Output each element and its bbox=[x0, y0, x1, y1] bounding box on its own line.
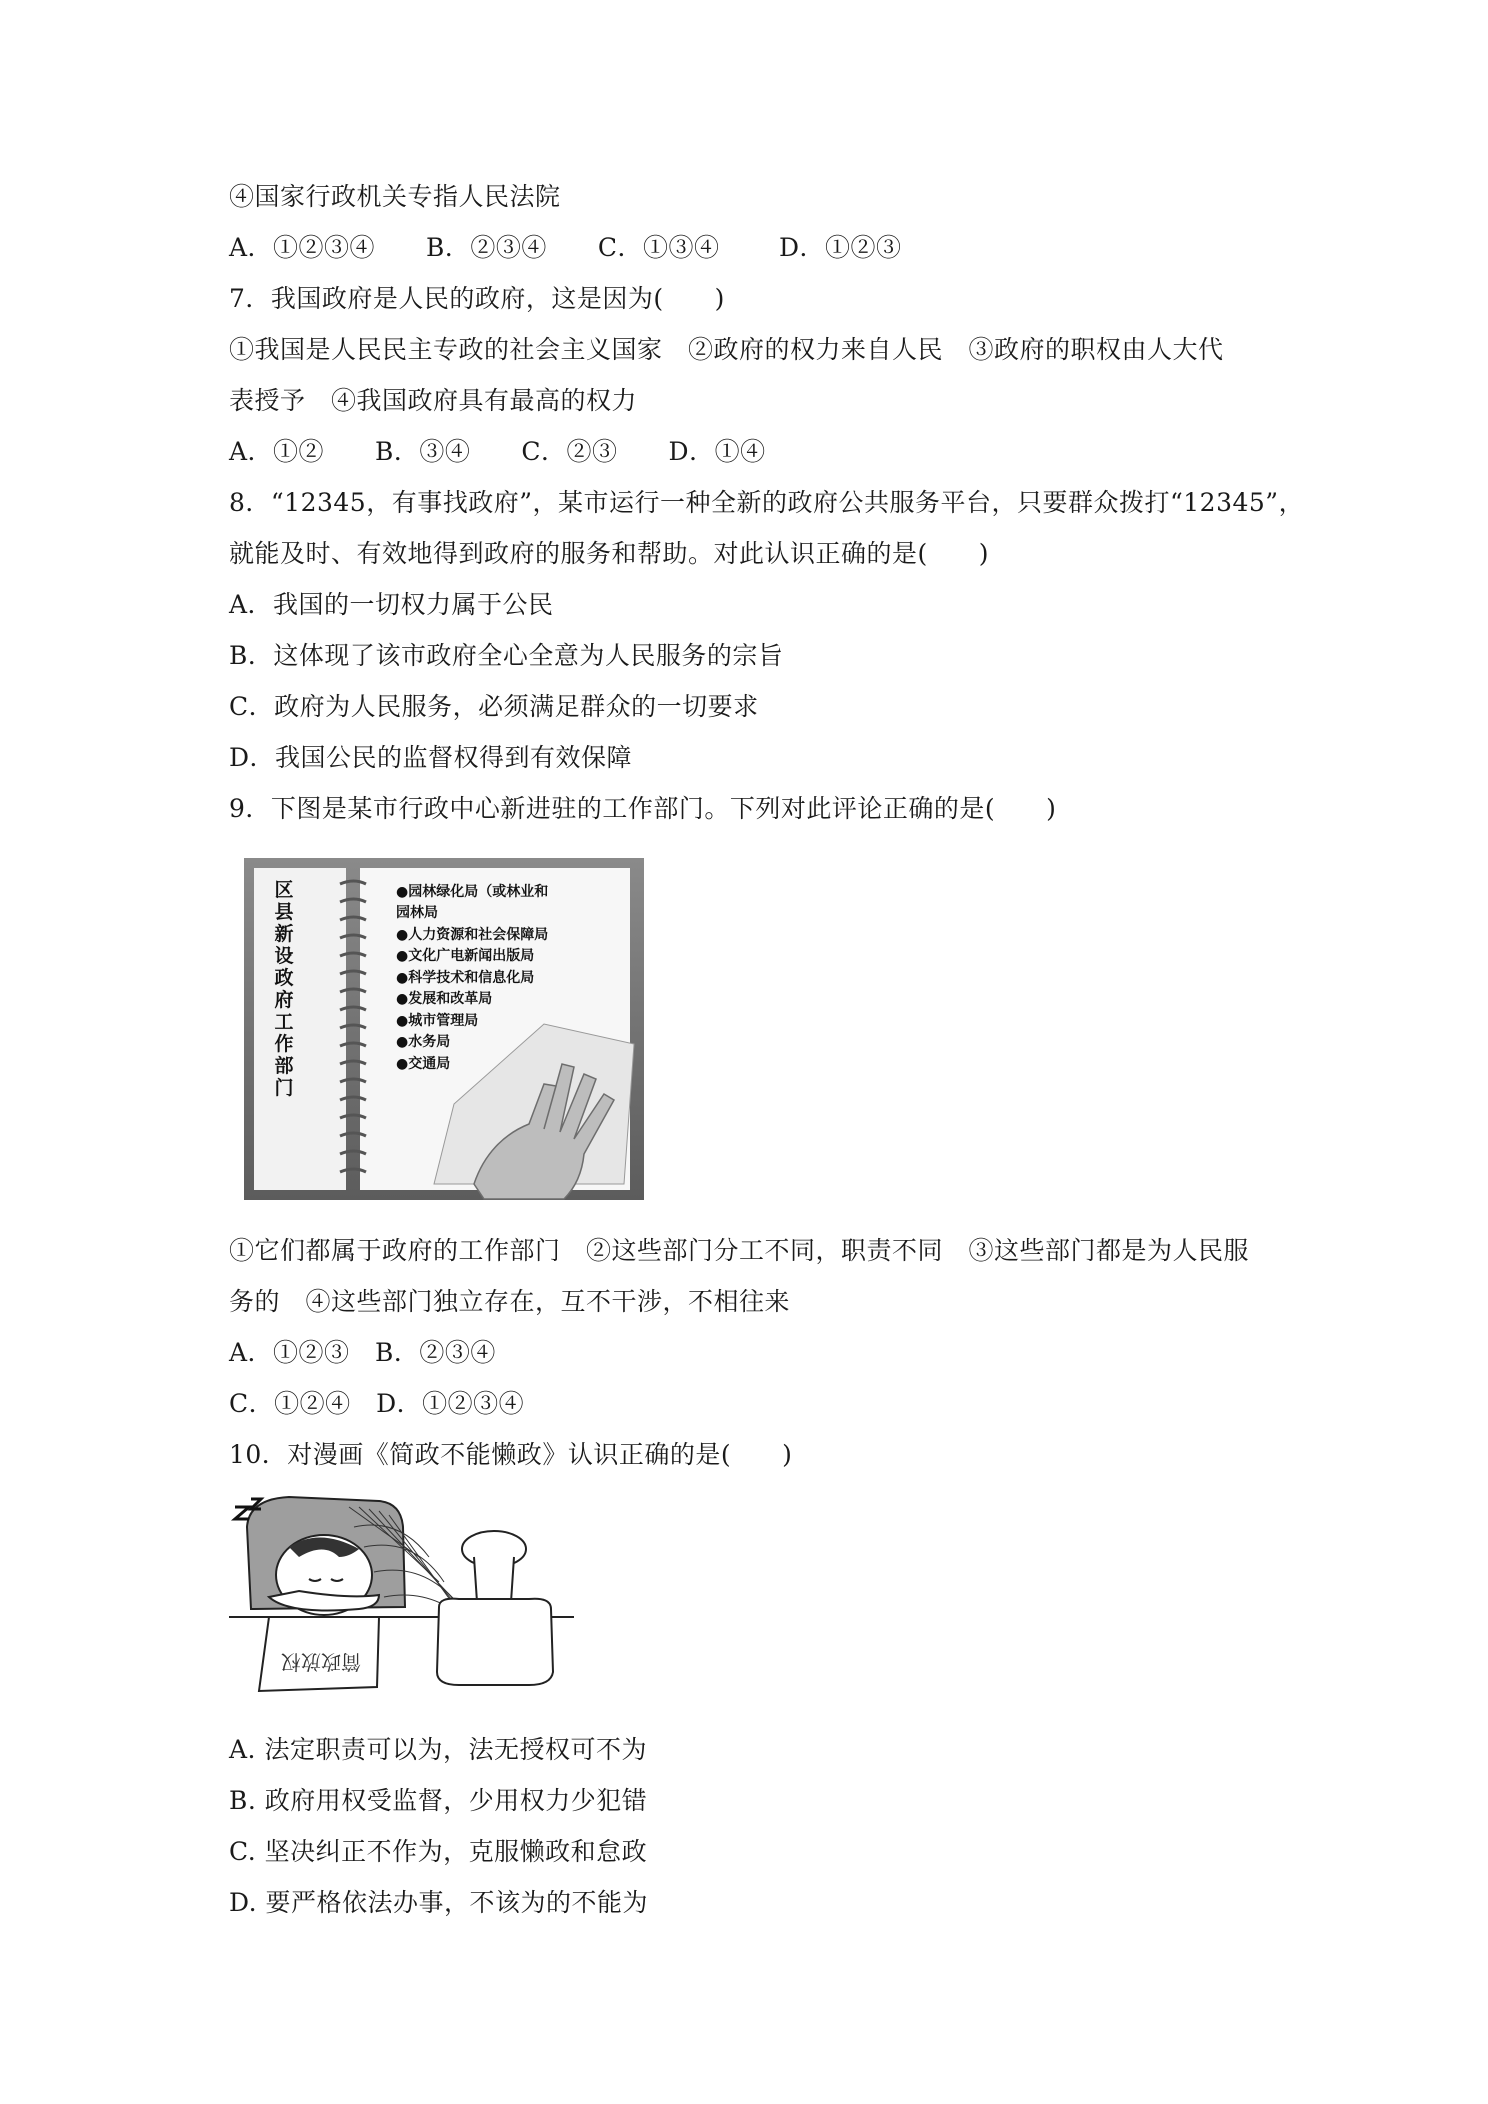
text-line: ④国家行政机关专指人民法院 bbox=[229, 182, 561, 211]
title-char: 府 bbox=[274, 989, 294, 1011]
title-char: 区 bbox=[274, 879, 294, 901]
title-char: 新 bbox=[274, 923, 294, 945]
department-item: ●人力资源和社会保障局 bbox=[396, 927, 549, 943]
title-char: 门 bbox=[274, 1077, 294, 1099]
text-line: A．我国的一切权力属于公民 bbox=[229, 590, 554, 619]
text-line: ①我国是人民民主专政的社会主义国家 ②政府的权力来自人民 ③政府的职权由人大代 bbox=[229, 335, 1224, 364]
text-line: A．①② B．③④ C．②③ D．①④ bbox=[229, 437, 766, 466]
cartoon-illustration bbox=[229, 1487, 574, 1702]
department-item: ●园林绿化局（或林业和 bbox=[396, 884, 549, 900]
department-item: ●交通局 bbox=[396, 1056, 451, 1072]
document-paper bbox=[259, 1617, 379, 1691]
figure-cartoon-lazy-governance bbox=[229, 1487, 574, 1702]
question-10: 10．对漫画《简政不能懒政》认识正确的是( ) bbox=[229, 1440, 793, 1469]
department-item: ●城市管理局 bbox=[396, 1013, 479, 1029]
figure-notebook-departments bbox=[244, 854, 652, 1204]
title-char: 作 bbox=[274, 1033, 294, 1055]
text-line: ①它们都属于政府的工作部门 ②这些部门分工不同，职责不同 ③这些部门都是为人民服 bbox=[229, 1236, 1250, 1265]
department-item: 园林局 bbox=[396, 905, 438, 921]
question-8: 8．“12345，有事找政府”，某市运行一种全新的政府公共服务平台，只要群众拨打“12345”， bbox=[229, 488, 1305, 517]
department-item: ●科学技术和信息化局 bbox=[396, 970, 535, 986]
title-char: 工 bbox=[274, 1011, 294, 1033]
text-line: 表授予 ④我国政府具有最高的权力 bbox=[229, 386, 638, 415]
title-char: 县 bbox=[274, 901, 294, 923]
text-line: A．①②③④ B．②③④ C．①③④ D．①②③ bbox=[229, 233, 902, 262]
text-line: 务的 ④这些部门独立存在，互不干涉，不相往来 bbox=[229, 1287, 791, 1316]
paper-text: 简政放权 bbox=[281, 1650, 361, 1674]
question-7: 7．我国政府是人民的政府，这是因为( ) bbox=[229, 284, 725, 313]
option-b: B. 政府用权受监督，少用权力少犯错 bbox=[229, 1786, 648, 1815]
department-item: ●发展和改革局 bbox=[396, 991, 493, 1007]
text-line: A．①②③ B．②③④ bbox=[229, 1338, 496, 1367]
department-item: ●文化广电新闻出版局 bbox=[396, 948, 535, 964]
vertical-title bbox=[274, 879, 293, 1099]
text-line: 就能及时、有效地得到政府的服务和帮助。对此认识正确的是( ) bbox=[229, 539, 990, 568]
text-line: B．这体现了该市政府全心全意为人民服务的宗旨 bbox=[229, 641, 784, 670]
option-c: C. 坚决纠正不作为，克服懒政和怠政 bbox=[229, 1837, 648, 1866]
option-d: D. 要严格依法办事，不该为的不能为 bbox=[229, 1888, 649, 1917]
text-line: D．我国公民的监督权得到有效保障 bbox=[229, 743, 633, 772]
title-char: 设 bbox=[274, 945, 294, 967]
title-char: 政 bbox=[274, 967, 294, 989]
notebook-illustration bbox=[244, 854, 652, 1204]
option-a: A. 法定职责可以为，法无授权可不为 bbox=[229, 1735, 647, 1764]
department-item: ●水务局 bbox=[396, 1034, 451, 1050]
text-line: C．政府为人民服务，必须满足群众的一切要求 bbox=[229, 692, 759, 721]
question-9: 9．下图是某市行政中心新进驻的工作部门。下列对此评论正确的是( ) bbox=[229, 794, 1057, 823]
title-char: 部 bbox=[274, 1055, 294, 1077]
text-line: C．①②④ D．①②③④ bbox=[229, 1389, 525, 1418]
